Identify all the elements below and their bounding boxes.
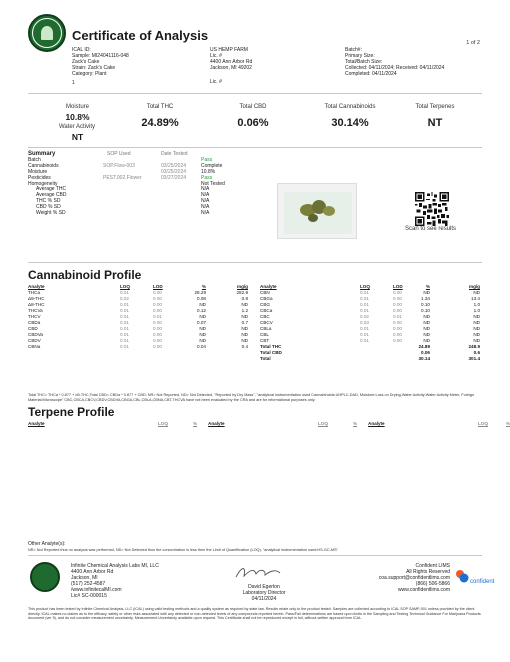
summary-name-cell: Average CBD (36, 192, 67, 199)
total-percent: 0.06 (421, 350, 430, 355)
lab-info-line: 4400 Ann Arbor Rd (71, 569, 114, 575)
batch-info-line: Completed: 04/11/2024 (345, 71, 397, 77)
summary-name-cell: Cannabinoids (28, 162, 59, 169)
table-cell: ND (473, 290, 480, 295)
table-cell: CBT (260, 338, 270, 343)
sample-photo (277, 183, 357, 239)
director-line: 04/11/2024 (251, 596, 277, 602)
lims-line: coa.support@confidentlims.com (378, 575, 450, 581)
column-header: Analyte (28, 421, 45, 426)
summary-name-cell: Average THC (36, 186, 67, 193)
table-cell: 0.01 (120, 344, 129, 349)
column-header: LOQ (360, 284, 370, 289)
table-cell: 0.01 (360, 296, 369, 301)
summary-sop-cell: SOP.Flow-003 (103, 162, 135, 169)
table-cell: 1.0 (473, 308, 480, 313)
table-cell: 0.01 (120, 338, 129, 343)
table-cell: ND (199, 302, 206, 307)
table-row (28, 421, 510, 427)
table-cell: Δ8-THC (28, 302, 45, 307)
summary-date-cell: 03/27/2024 (161, 174, 187, 181)
lab-info-line: (517) 252-4587 (71, 581, 106, 587)
total-thc-label: Total THC (146, 104, 174, 110)
terpene-table-header (28, 421, 510, 429)
column-header: mg/g (469, 284, 480, 289)
table-cell: CBL (260, 332, 269, 337)
table-cell: 0.00 (153, 344, 162, 349)
summary-result-column (201, 152, 225, 217)
producer-info-line: Jackson, MI 49202 (210, 65, 252, 71)
table-cell: ND (423, 332, 430, 337)
total-cbd-value: 0.06% (237, 117, 269, 129)
lab-info-line: Lic# SC-000015 (71, 593, 107, 599)
terpene-profile-title: Terpene Profile (28, 405, 115, 419)
table-cell: 0.08 (197, 296, 206, 301)
column-header: Analyte (28, 284, 45, 289)
table-cell: 0.00 (153, 332, 162, 337)
total-thc-value: 24.89% (141, 117, 179, 129)
summary-result-cell: N/A (201, 210, 210, 217)
column-header: LOQ (158, 421, 168, 426)
table-cell: ND (473, 338, 480, 343)
table-cell: ND (241, 338, 248, 343)
table-cell: ND (241, 314, 248, 319)
qr-code-icon[interactable] (415, 192, 449, 226)
confident-lims-logo-icon (455, 569, 469, 583)
lims-block (355, 563, 450, 593)
divider (28, 262, 482, 263)
total-mgg: 301.4 (468, 356, 480, 361)
table-cell: ND (241, 332, 248, 337)
table-cell: 0.00 (393, 338, 402, 343)
column-header: Analyte (260, 284, 277, 289)
table-cell: 0.01 (120, 302, 129, 307)
total-label: Total CBD (260, 350, 282, 355)
table-cell: ND (241, 302, 248, 307)
total-terpenes-label: Total Terpenes (415, 104, 455, 110)
table-cell: ND (199, 326, 206, 331)
summary-names (28, 152, 66, 217)
other-analytes-note: NR= Not Reported thus no analysis was performed, ND= Not Detected thus the concentration is less then the Limit of Quantification (LOQ), "analytical instrumentation used:HS-GC-MS" (28, 548, 338, 552)
table-cell: 0.01 (120, 332, 129, 337)
total-cannabinoids-value: 30.14% (331, 117, 369, 129)
page-title: Certificate of Analysis (72, 28, 209, 43)
table-cell: 0.00 (153, 326, 162, 331)
producer-block (210, 47, 252, 71)
table-cell: CBDVa (28, 332, 43, 337)
total-cannabinoids-label: Total Cannabinoids (324, 104, 376, 110)
summary-result-cell: Pass (201, 174, 213, 181)
summary-result-cell: Complete (201, 162, 223, 169)
client-info-line: Zack's Cake (72, 59, 100, 65)
moisture-value: 10.8% (65, 112, 90, 122)
summary-name-cell: Homogeneity (28, 180, 58, 187)
column-header: LOQ (478, 421, 488, 426)
table-cell: ND (473, 320, 480, 325)
batch-block (345, 47, 444, 77)
total-percent: 24.89 (418, 344, 430, 349)
lims-line: (866) 506-5866 (415, 581, 450, 587)
summary-name-cell: CBD % SD (36, 204, 61, 211)
table-cell: 0.01 (360, 308, 369, 313)
table-cell: ND (423, 314, 430, 319)
director-line: David Egerton (248, 584, 280, 590)
producer-info-line: Lic. # (210, 53, 222, 59)
total-cbd-label: Total CBD (239, 104, 267, 110)
water-activity-value: NT (71, 132, 84, 142)
summary-result-cell: 10.8% (201, 168, 216, 175)
table-cell: 0.01 (153, 314, 162, 319)
table-cell: CBCa (260, 308, 273, 313)
table-cell: 0.00 (393, 296, 402, 301)
table-cell: 0.01 (360, 326, 369, 331)
table-cell: 0.00 (153, 320, 162, 325)
table-cell: ND (199, 332, 206, 337)
total-label: Total (260, 356, 271, 361)
column-header: % (193, 421, 198, 426)
table-cell: ND (423, 326, 430, 331)
table-cell: CBD (28, 326, 38, 331)
table-cell: 0.7 (241, 320, 248, 325)
client-extra: 1 (72, 80, 75, 86)
client-info-line: Category: Plant (72, 71, 107, 77)
lims-line: All Rights Reserved (406, 569, 450, 575)
table-cell: 0.01 (120, 314, 129, 319)
signature (232, 564, 292, 580)
column-header: % (506, 421, 510, 426)
table-cell: 0.00 (393, 326, 402, 331)
table-cell: 0.00 (153, 296, 162, 301)
date-heading: Date Tested (161, 151, 188, 157)
table-cell: 0.01 (360, 290, 369, 295)
summary-result-cell: N/A (201, 204, 210, 211)
table-cell: CBG (260, 302, 270, 307)
table-cell: 0.00 (153, 290, 162, 295)
table-cell: ND (473, 332, 480, 337)
lab-info-line: Infinite Chemical Analysis Labs MI, LLC (71, 563, 159, 569)
client-info-line: Strain: Zack's Cake (72, 65, 116, 71)
table-cell: 0.07 (197, 320, 206, 325)
table-cell: 0.04 (197, 344, 206, 349)
table-cell: 0.02 (360, 314, 369, 319)
table-cell: THCa (28, 290, 40, 295)
page-number: 1 of 2 (466, 40, 480, 46)
summary-name-cell: Weight % SD (36, 210, 66, 217)
qr-caption[interactable]: Scan to see results (405, 226, 457, 232)
batch-info-line: Primary Size: (345, 53, 375, 59)
client-info-line: Sample: MI24041116-048 (72, 53, 129, 59)
cannabinoid-note: Total THC= THCa * 0.877 + d9-THC;Total CBD= CBDa * 0.877 + CBD; NR= Not Reported, ND= Not Detected, "Reported by Dry Mass", "analytical instrumentation used Cannabinoids:UHPLC-DAD, Moisture:Loss on Drying,Water Activity:Water Activity Meter, Foreign Material:Microscope" CBC,CBCA,CBCV,CBDV,CBDVA,CBGA,CBL,CBLA,CBNA,CBT,THCVA have not been evaluated by the CRA and are for informational purposes only. (28, 393, 475, 402)
summary-name-cell: Pesticides (28, 174, 51, 181)
cannabinoid-table (28, 284, 480, 384)
table-cell: 1.2 (241, 308, 248, 313)
lab-footer-logo (30, 562, 60, 592)
total-mgg: 248.9 (468, 344, 480, 349)
column-header: mg/g (237, 284, 248, 289)
table-cell: 1.0 (473, 302, 480, 307)
table-cell: 0.00 (153, 308, 162, 313)
table-cell: 0.00 (393, 320, 402, 325)
table-cell: ND (423, 338, 430, 343)
summary-name-cell: Moisture (28, 168, 48, 175)
summary-date-cell: 03/25/2024 (161, 168, 187, 175)
table-cell: 0.01 (120, 326, 129, 331)
table-cell: ND (199, 314, 206, 319)
summary-date-cell (161, 211, 188, 217)
table-cell: THCV (28, 314, 41, 319)
table-cell: 282.9 (236, 290, 248, 295)
table-cell: CBN (260, 290, 270, 295)
table-cell: 0.00 (393, 290, 402, 295)
summary-result-cell: Not Tested (201, 180, 225, 187)
table-cell: ND (473, 326, 480, 331)
table-cell: 0.01 (120, 308, 129, 313)
client-block (72, 47, 129, 77)
table-cell: 0.00 (393, 332, 402, 337)
table-cell: 1.34 (421, 296, 430, 301)
lab-info-line: /www.infinitecalMI.com (71, 587, 122, 593)
lims-line: www.confidentlims.com (398, 587, 450, 593)
summary-name-cell: THC % SD (36, 198, 61, 205)
column-header: % (425, 284, 430, 289)
cannabinoid-profile-title: Cannabinoid Profile (28, 268, 142, 282)
confident-brand: confident (470, 579, 495, 585)
column-header: Analyte (368, 421, 385, 426)
summary-sop-cell (103, 211, 142, 217)
table-row (28, 356, 480, 362)
table-cell: 0.00 (393, 308, 402, 313)
table-cell: CBNa (28, 344, 41, 349)
lims-line: Confident LIMS (415, 563, 450, 569)
table-cell: 28.29 (194, 290, 206, 295)
water-activity-label: Water Activity (58, 124, 96, 130)
summary-name-cell: Batch (28, 156, 41, 163)
table-cell: 0.02 (120, 296, 129, 301)
lab-info-line: Jackson, MI (71, 575, 98, 581)
table-cell: 0.01 (393, 314, 402, 319)
lab-address (71, 563, 159, 599)
producer-info-line: US HEMP FARM (210, 47, 248, 53)
table-cell: ND (423, 290, 430, 295)
column-header: LOD (393, 284, 403, 289)
total-terpenes-value: NT (427, 117, 443, 129)
summary-sop-column (103, 152, 142, 217)
table-cell: CBLa (260, 326, 272, 331)
column-header: % (353, 421, 358, 426)
other-analytes-heading: Other Analyte(s): (28, 541, 66, 547)
total-mgg: 0.6 (473, 350, 480, 355)
table-cell: CBCV (260, 320, 273, 325)
table-cell: 0.00 (153, 338, 162, 343)
table-cell: 0.10 (421, 302, 430, 307)
table-cell: CBDV (28, 338, 41, 343)
director-block (236, 584, 292, 602)
table-cell: 0.01 (360, 332, 369, 337)
column-header: LOD (153, 284, 163, 289)
summary-sop-cell: PEST.002.Flower (103, 174, 142, 181)
table-cell: ND (473, 314, 480, 319)
table-cell: 0.01 (360, 338, 369, 343)
divider (28, 147, 482, 148)
table-cell: CBDa (28, 320, 41, 325)
producer-license: Lic. # (210, 79, 222, 85)
summary-result-cell: N/A (201, 192, 210, 199)
table-cell: 13.4 (471, 296, 480, 301)
batch-info-line: Batch#: (345, 47, 362, 53)
divider (28, 93, 482, 94)
table-cell: Δ9-THC (28, 296, 45, 301)
director-line: Laboratory Director (242, 590, 286, 596)
table-cell: 0.10 (421, 308, 430, 313)
table-cell: 0.12 (197, 308, 206, 313)
moisture-label: Moisture (65, 104, 89, 110)
lab-seal-logo (28, 14, 66, 52)
producer-info-line: 4400 Ann Arbor Rd (210, 59, 253, 65)
table-cell: ND (199, 338, 206, 343)
sop-heading: SOP Used (107, 151, 131, 157)
summary-heading: Summary (28, 151, 56, 157)
table-cell: CBC (260, 314, 270, 319)
summary-result-cell: N/A (201, 186, 210, 193)
summary-date-column (161, 152, 188, 217)
batch-info-line: Collected: 04/11/2024; Received: 04/11/2024 (345, 65, 445, 71)
divider (28, 555, 482, 556)
table-cell: 0.01 (360, 302, 369, 307)
table-cell: CBGa (260, 296, 273, 301)
batch-info-line: Total/Batch Size: (345, 59, 383, 65)
table-cell: 0.4 (241, 344, 248, 349)
table-cell: ND (423, 320, 430, 325)
table-cell: 0.01 (120, 290, 129, 295)
table-cell: THCVa (28, 308, 43, 313)
column-header: Analyte (208, 421, 225, 426)
table-cell: 0.01 (120, 320, 129, 325)
column-header: LOQ (318, 421, 328, 426)
total-percent: 30.14 (418, 356, 430, 361)
table-cell: 0.8 (241, 296, 248, 301)
table-cell: 0.00 (153, 302, 162, 307)
table-cell: 0.03 (360, 320, 369, 325)
total-label: Total THC (260, 344, 282, 349)
summary-result-cell: Pass (201, 156, 213, 163)
column-header: % (201, 284, 206, 289)
column-header: LOQ (120, 284, 130, 289)
summary-result-cell: N/A (201, 198, 210, 205)
table-cell: ND (241, 326, 248, 331)
summary-date-cell: 03/25/2024 (161, 162, 187, 169)
table-cell: 0.00 (393, 302, 402, 307)
client-info-line: ICAL ID: (72, 47, 91, 53)
disclaimer: This product has been tested by Infinite Chemical Analysis, LLC (ICAL) using valid testing methods and a quality system as required by state law. Results relate only to the product tested. Samples are collected according to ICAL SOP SAMP-001 unless provided by the client directly. ICAL makes no claims as to the efficacy, safety or other risks associated with any detected or non-detected levels of any compounds reported herein. Pass/Fail determinations are based upon limits in the Sampling and Testing Technical Guidance For Marijuana Products document (ver 5), and do not consider measurement uncertainty. Measurement Uncertainty available upon request. This Certificate shall not be reproduced except in full, without written approval from ICAL. (28, 607, 481, 621)
